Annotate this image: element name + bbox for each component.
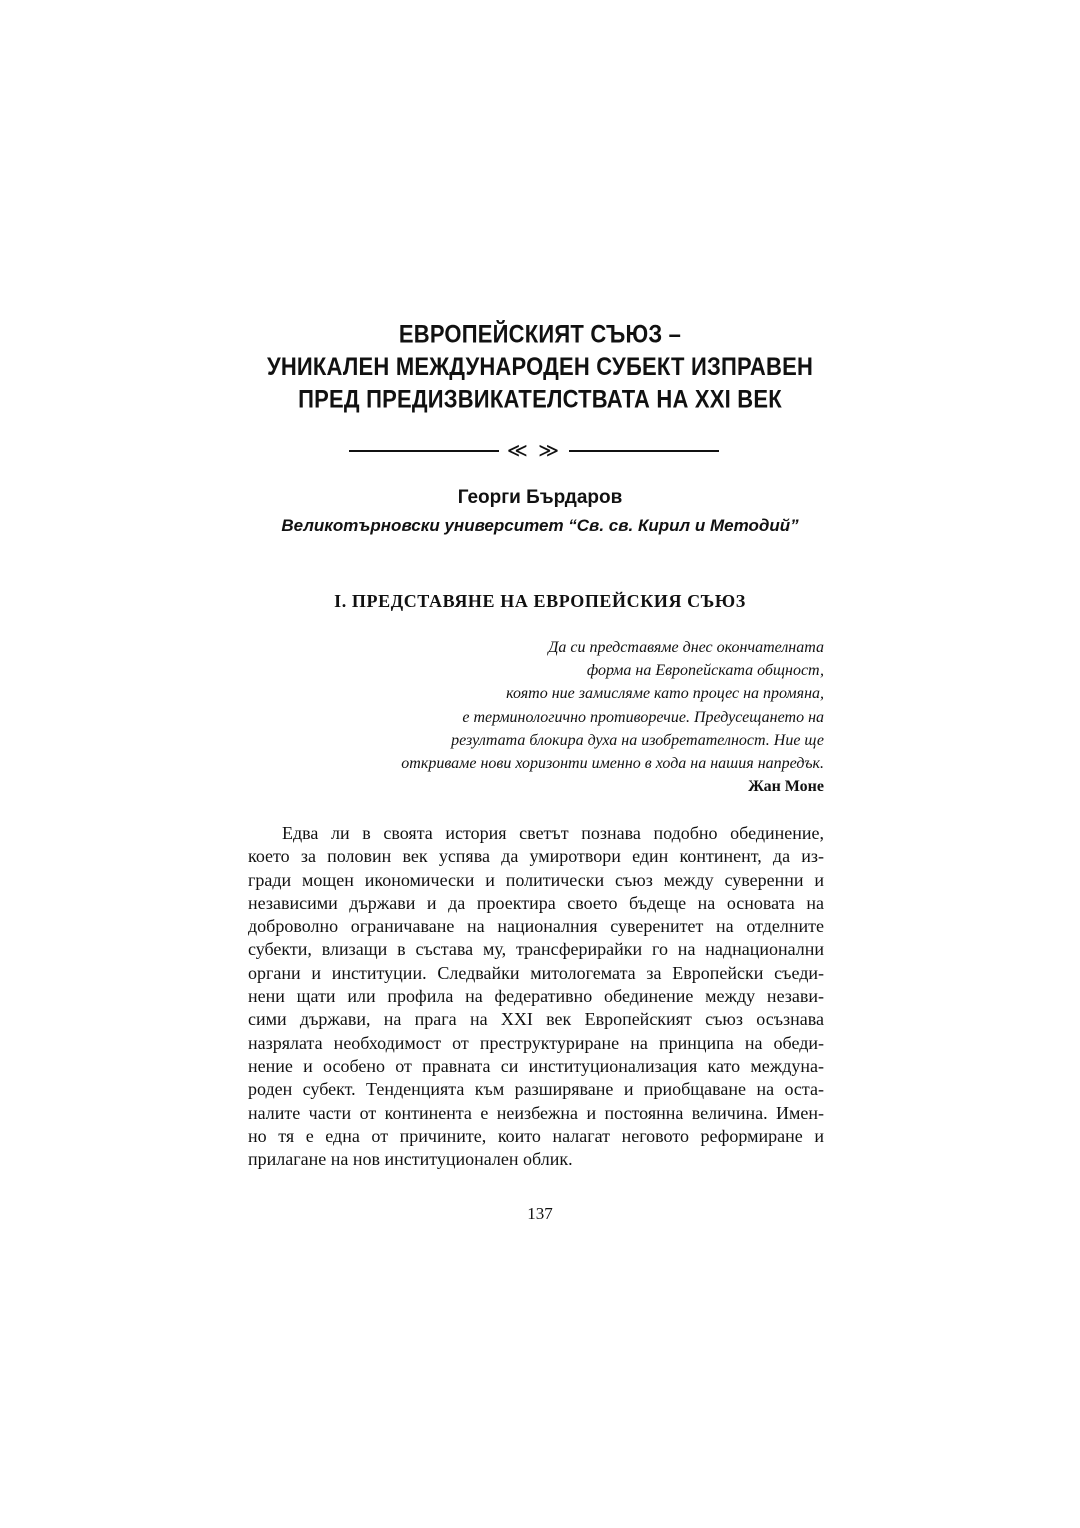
- body-line: Едва ли в своята история светът познава подобно обединение,: [282, 823, 824, 843]
- body-line: налите части от континента е неизбежна и постоянна величина. Имен-: [248, 1102, 824, 1123]
- double-chevron-ornament-icon: ≪ ≫: [506, 438, 562, 462]
- title-line-2: УНИКАЛЕН МЕЖДУНАРОДЕН СУБЕКТ ИЗПРАВЕН: [266, 352, 814, 381]
- article-title: [0, 318, 1080, 415]
- body-line: но тя е една от причините, които налагат неговото реформиране и: [248, 1125, 824, 1146]
- body-line: нени щати или профила на федеративно обединение между незави-: [248, 986, 824, 1007]
- body-line: нение и особено от правната си институционализация като междуна-: [248, 1055, 824, 1076]
- epigraph-line: форма на Европейската общност,: [586, 662, 824, 680]
- epigraph-line: е терминологично противоречие. Предусещането на: [462, 708, 824, 726]
- divider-rule-right: [569, 450, 719, 452]
- body-line: което за половин век успява да умиротвори един континент, да из-: [248, 846, 824, 867]
- body-line: прилагане на нов институционален облик.: [248, 1149, 573, 1170]
- epigraph-line: която ние замисляме като процес на промяна,: [506, 685, 824, 703]
- title-line-1: ЕВРОПЕЙСКИЯТ СЪЮЗ –: [398, 320, 682, 349]
- body-line: субекти, влизащи в състава му, трансферирайки го на наднационални: [248, 939, 824, 960]
- epigraph-line: резултата блокира духа на изобретателност. Ние ще: [451, 731, 824, 749]
- body-line: роден субект. Тенденцията към разширяване и приобщаване на оста-: [248, 1079, 824, 1100]
- page-number: 137: [527, 1204, 553, 1223]
- title-divider-ornament: [349, 438, 719, 462]
- body-line: независими държави и да проектира своето бъдеще на основата на: [248, 892, 824, 913]
- divider-rule-left: [349, 450, 499, 452]
- epigraph-author: Жан Моне: [748, 778, 824, 795]
- body-line: органи и институции. Следвайки митологемата за Европейски съеди-: [248, 962, 824, 983]
- body-paragraph: [248, 822, 824, 1171]
- title-line-3: ПРЕД ПРЕДИЗВИКАТЕЛСТВАТА НА XXI ВЕК: [298, 385, 782, 414]
- body-line: назрялата необходимост от преструктуриране на принципа на обеди-: [248, 1032, 824, 1053]
- author-affiliation: Великотърновски университет “Св. св. Кирил и Методий”: [281, 516, 799, 535]
- body-line: гради мощен икономически и политически съюз между суверенни и: [248, 869, 824, 890]
- epigraph-line: откриваме нови хоризонти именно в хода на нашия напредък.: [401, 755, 824, 773]
- section-heading: I. ПРЕДСТАВЯНЕ НА ЕВРОПЕЙСКИЯ СЪЮЗ: [334, 591, 746, 611]
- epigraph-quote: [264, 636, 824, 775]
- body-line: сими държави, на прага на XXI век Европейският съюз осъзнава: [248, 1009, 824, 1030]
- body-line: доброволно ограничаване на националния суверенитет на отделните: [248, 916, 824, 937]
- epigraph-line: Да си представяме днес окончателната: [548, 639, 824, 656]
- author-name: Георги Бърдаров: [457, 487, 623, 508]
